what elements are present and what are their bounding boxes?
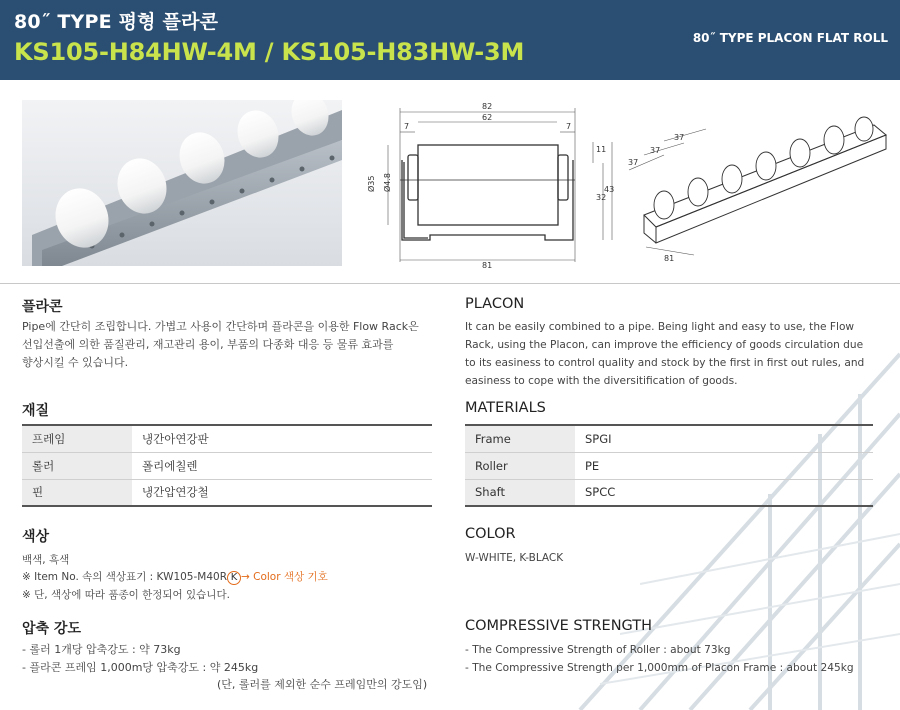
- table-row: 프레임 냉간아연강판: [22, 425, 432, 452]
- color-note-ko: ※ Item No. 속의 색상표기 : KW105-M40R K → Color 색상 기호: [22, 571, 328, 583]
- dim-dia-35: Ø35: [367, 175, 376, 192]
- materials-table-en: [465, 424, 873, 507]
- materials-table-ko: [22, 424, 432, 507]
- dim-dia-4-8: Ø4.8: [383, 172, 392, 192]
- strength-note-ko: (단, 롤러를 제외한 순수 프레임만의 강도임): [217, 678, 428, 691]
- placon-description-ko: Pipe에 간단히 조립합니다. 가볍고 사용이 간단하며 플라콘을 이용한 Flow Rack은 선입선출에 의한 품질관리, 재고관리 용이, 부품의 다종화 대응 등 물류 효과를 향상시킬 수 있습니다.: [22, 320, 419, 369]
- section-title-placon-ko: 플라콘: [22, 299, 63, 315]
- table-row: Shaft SPCC: [465, 479, 873, 506]
- table-row: 롤러 폴리에칠렌: [22, 452, 432, 479]
- iso-dim-37-c: 37: [674, 133, 685, 142]
- strength-lines-en: - The Compressive Strength of Roller : about 73kg - The Compressive Strength per 1,000mm of Placon Frame : about 245kg: [465, 644, 854, 674]
- section-title-color-en: COLOR: [465, 526, 516, 542]
- roller-track-illustration: [22, 100, 342, 266]
- dim-81: 81: [482, 261, 493, 270]
- iso-dim-37-b: 37: [650, 146, 661, 155]
- color-options-ko: 백색, 흑색: [22, 554, 70, 566]
- color-note2-ko: ※ 단, 색상에 따라 품종이 한정되어 있습니다.: [22, 589, 230, 601]
- table-row: Roller PE: [465, 452, 873, 479]
- placon-description-en: It can be easily combined to a pipe. Being light and easy to use, the Flow Rack, using the Placon, can improve the efficiency of goods circulation due to its easiness to control quality and stock by the first in first out rules, and easiness to cope with the diversitification of goods.: [465, 321, 865, 387]
- title-model-numbers: KS105-H84HW-4M / KS105-H83HW-3M: [14, 38, 525, 66]
- section-title-placon-en: PLACON: [465, 296, 525, 312]
- product-photo: [22, 100, 342, 266]
- iso-dim-81: 81: [664, 254, 675, 263]
- dim-43: 43: [604, 185, 615, 194]
- section-title-strength-en: COMPRESSIVE STRENGTH: [465, 618, 653, 634]
- header-bar: [0, 0, 900, 80]
- section-title-strength-ko: 압축 강도: [22, 621, 81, 637]
- section-title-materials-en: MATERIALS: [465, 400, 546, 416]
- title-english: 80˝ TYPE PLACON FLAT ROLL: [692, 31, 888, 45]
- table-row: 핀 냉간압연강철: [22, 479, 432, 506]
- dim-32: 32: [596, 193, 607, 202]
- iso-dim-37-a: 37: [628, 158, 639, 167]
- color-code-circle: K: [227, 571, 241, 585]
- dim-7-left: 7: [404, 122, 410, 131]
- title-korean: 80˝ TYPE 평형 플라콘: [14, 11, 219, 33]
- isometric-drawing: [624, 115, 894, 265]
- dim-82: 82: [482, 102, 493, 111]
- table-row: Frame SPGI: [465, 425, 873, 452]
- section-title-materials-ko: 재질: [22, 403, 50, 419]
- dim-7-right: 7: [566, 122, 572, 131]
- strength-lines-ko: - 롤러 1개당 압축강도 : 약 73kg - 플라콘 프레임 1,000m당 압축강도 : 약 245kg: [22, 643, 259, 674]
- dim-11: 11: [596, 145, 607, 154]
- section-title-color-ko: 색상: [22, 529, 50, 545]
- dim-62: 62: [482, 113, 493, 122]
- front-view-drawing: [360, 100, 620, 270]
- color-options-en: W-WHITE, K-BLACK: [465, 552, 564, 564]
